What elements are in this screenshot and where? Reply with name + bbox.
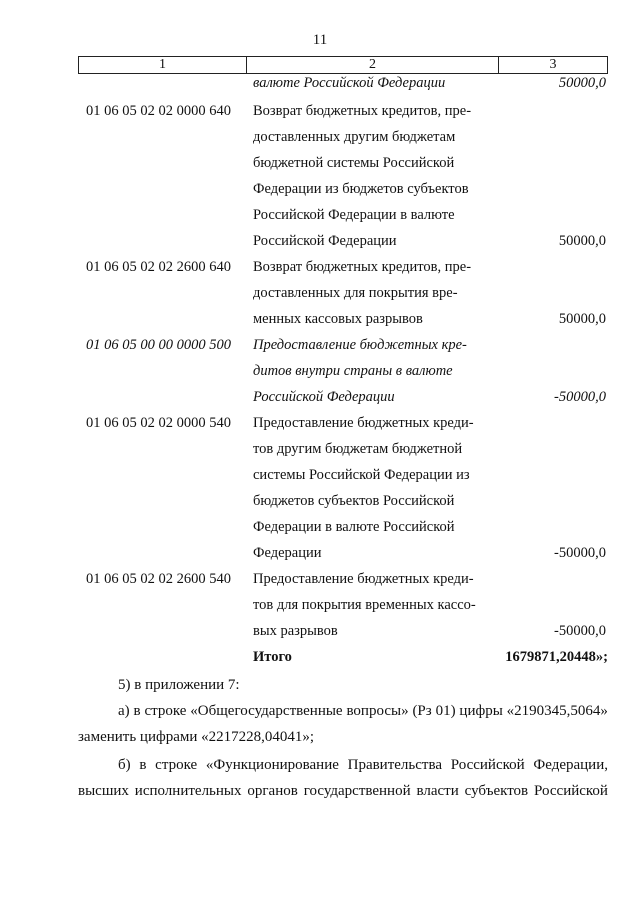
row-name-line: Предоставление бюджетных креди-: [253, 571, 474, 587]
table-header-col-3: 3: [549, 57, 557, 72]
row-name-line: Российской Федерации в валюте: [253, 207, 455, 223]
row-name-line: Федерации: [253, 545, 322, 561]
row-name-line: Возврат бюджетных кредитов, пре-: [253, 259, 472, 275]
row-code: 01 06 05 02 02 0000 640: [86, 103, 231, 119]
row-code: 01 06 05 00 00 0000 500: [86, 337, 231, 353]
word: в: [133, 703, 141, 719]
table-total-row: [78, 644, 608, 670]
row-name-line: бюджетной системы Российской: [253, 155, 455, 171]
total-amount: [503, 644, 608, 670]
row-name-line: менных кассовых разрывов: [253, 311, 423, 327]
row-name: [253, 332, 503, 410]
row-name-line: тов для покрытия временных кассо-: [253, 597, 476, 613]
word: власти: [416, 783, 459, 799]
row-name-line: вых разрывов: [253, 623, 338, 639]
row-amount-value: 50000,0: [558, 75, 606, 91]
word: вопросы»: [346, 703, 409, 719]
row-amount-value: -50000,0: [554, 623, 606, 639]
row-name-line: Российской Федерации: [253, 233, 397, 249]
row-name-line: Федерации из бюджетов субъектов: [253, 181, 469, 197]
row-code: 01 06 05 02 02 2600 540: [86, 571, 231, 587]
word: 01): [435, 703, 456, 719]
word: высших: [78, 783, 129, 799]
row-amount: [503, 566, 608, 644]
table-row: [78, 410, 608, 566]
word: Федерации,: [533, 757, 608, 773]
table-row: [78, 566, 608, 644]
row-name: [253, 98, 503, 254]
table-body: [78, 74, 608, 670]
page-number: 11: [312, 32, 328, 48]
word: органов: [247, 783, 298, 799]
row-amount: [503, 254, 608, 332]
row-code: [78, 74, 253, 92]
row-name-line: бюджетов субъектов Российской: [253, 493, 455, 509]
row-amount-value: -50000,0: [554, 389, 606, 405]
word: Российской: [534, 783, 608, 799]
row-name-line: Предоставление бюджетных кре-: [253, 337, 467, 353]
row-amount-value: -50000,0: [554, 545, 606, 561]
word: б): [118, 757, 131, 773]
paragraph-5: [78, 672, 608, 698]
word: «Функционирование: [205, 757, 339, 773]
table-header-col-2: 2: [247, 57, 499, 73]
table-header: [78, 56, 608, 74]
row-name-line: доставленных другим бюджетам: [253, 129, 456, 145]
total-label-text: Итого: [253, 649, 292, 665]
table-header-col-1: 1: [79, 57, 247, 73]
word: в: [139, 757, 147, 773]
word: (Рз: [412, 703, 432, 719]
word: цифры: [459, 703, 503, 719]
row-amount-value: 50000,0: [558, 311, 606, 327]
paragraph-a: [78, 698, 608, 750]
row-name-line: валюте Российской Федерации: [253, 75, 446, 91]
word: субъектов: [464, 783, 529, 799]
paragraph-a-line-1: [78, 698, 608, 724]
row-name: [253, 410, 503, 566]
row-code: 01 06 05 02 02 0000 540: [86, 415, 231, 431]
paragraph-5-text: 5) в приложении 7:: [118, 677, 240, 693]
table-row: [78, 332, 608, 410]
total-amount-value: 1679871,20448»;: [505, 649, 608, 665]
row-name-line: Возврат бюджетных кредитов, пре-: [253, 103, 472, 119]
row-name-line: системы Российской Федерации из: [253, 467, 470, 483]
word: исполнительных: [134, 783, 242, 799]
row-code: 01 06 05 02 02 2600 640: [86, 259, 231, 275]
word: «Общегосударственные: [190, 703, 343, 719]
row-name: [253, 566, 503, 644]
row-amount: [503, 98, 608, 254]
row-name-line: тов другим бюджетам бюджетной: [253, 441, 463, 457]
row-name-line: доставленных для покрытия вре-: [253, 285, 458, 301]
word: государственной: [303, 783, 411, 799]
row-name-line: Предоставление бюджетных креди-: [253, 415, 474, 431]
paragraph-b: [78, 752, 608, 804]
row-name-line: Российской Федерации: [253, 389, 395, 405]
row-amount-value: 50000,0: [558, 233, 606, 249]
row-name: [253, 74, 503, 92]
word: строке: [155, 757, 198, 773]
row-amount: [503, 410, 608, 566]
total-label: [253, 644, 503, 670]
word: а): [118, 703, 130, 719]
table-row: [78, 254, 608, 332]
word: Российской: [450, 757, 525, 773]
row-amount: [503, 74, 608, 92]
row-amount: [503, 332, 608, 410]
word: строке: [144, 703, 187, 719]
paragraph-a-line-2: заменить цифрами «2217228,04041»;: [78, 729, 315, 745]
row-code: [78, 644, 253, 670]
row-name-line: Федерации в валюте Российской: [253, 519, 455, 535]
word: Правительства: [347, 757, 443, 773]
paragraph-b-line-2: [78, 778, 608, 804]
table-row: [78, 74, 608, 92]
word: «2190345,5064»: [506, 703, 608, 719]
row-name-line: дитов внутри страны в валюте: [253, 363, 453, 379]
paragraph-b-line-1: [78, 752, 608, 778]
table-row: [78, 98, 608, 254]
row-name: [253, 254, 503, 332]
